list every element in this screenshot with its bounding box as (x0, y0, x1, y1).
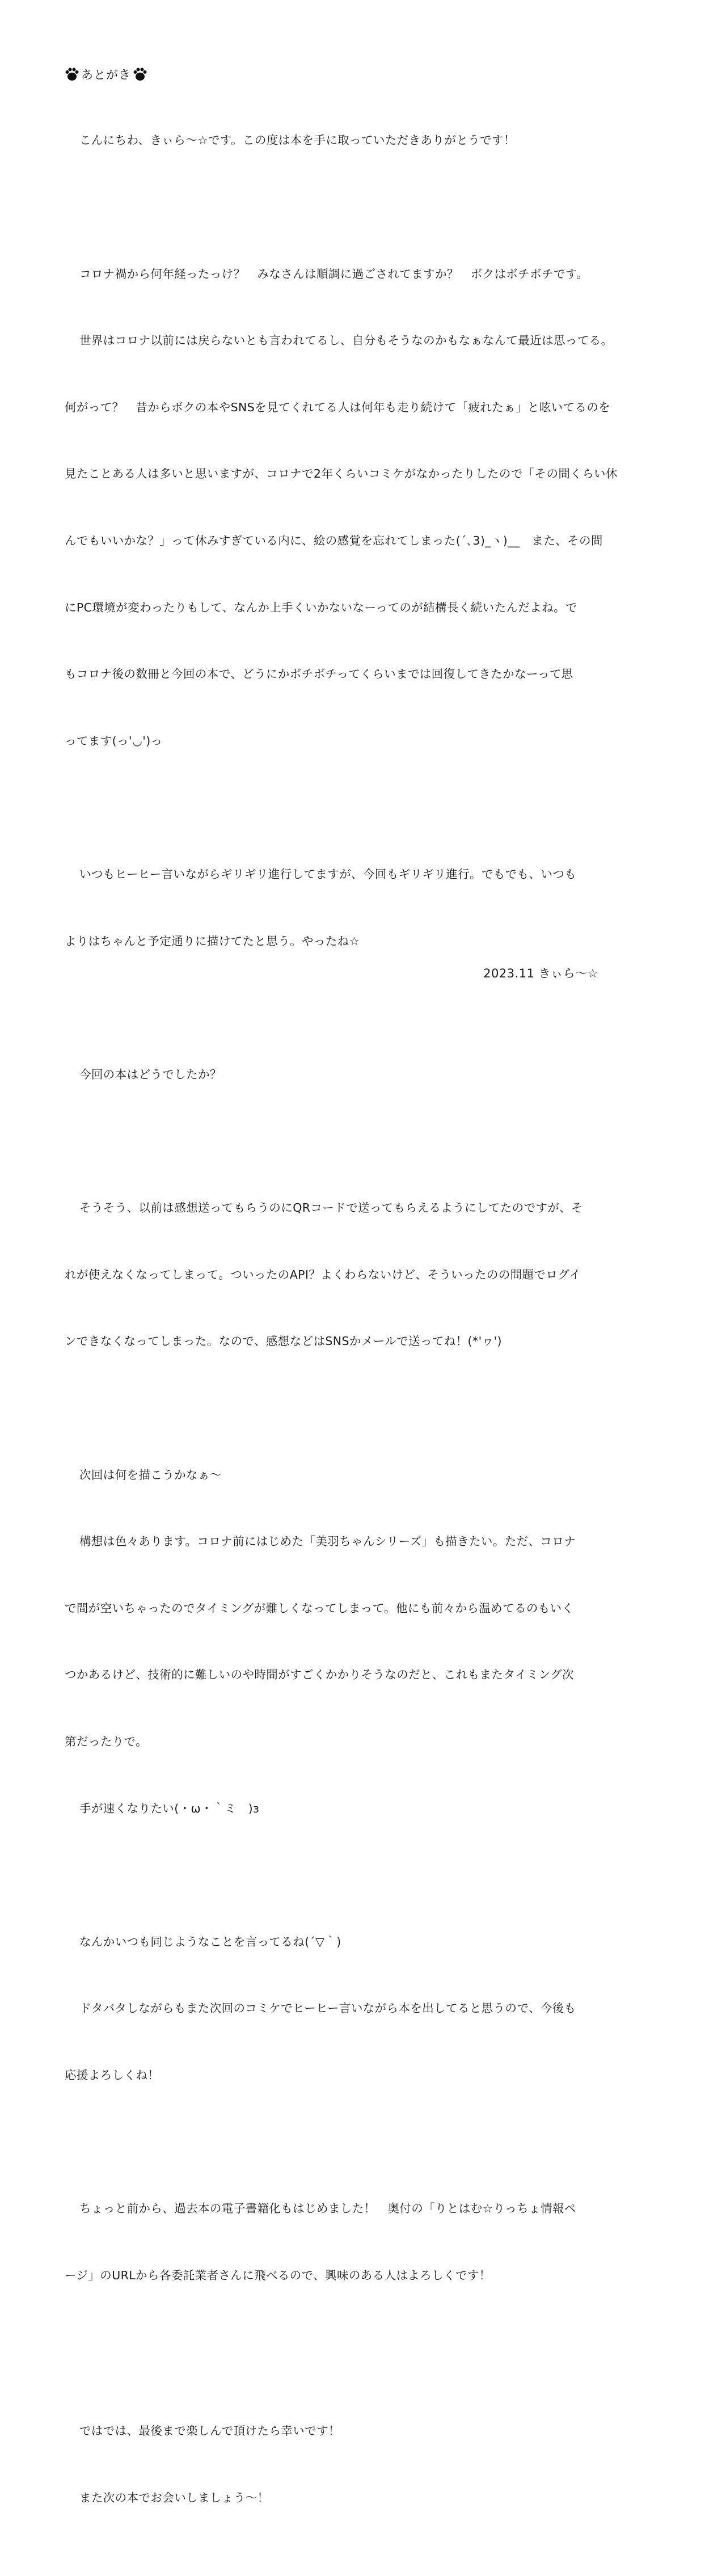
paw-print-icon (65, 67, 79, 82)
text-line: 応援よろしくね！ (65, 2068, 160, 2082)
text-line: 手が速くなりたい(・ω・｀ミ )з (79, 1801, 260, 1815)
text-line: ージ」のURLから各委託業者さんに飛べるので、興味のある人はよろしくです！ (65, 2268, 491, 2282)
text-line: もコロナ後の数冊と今回の本で、どうにかボチボチってくらいまでは回復してきたかなーって思 (65, 667, 573, 681)
text-line: 今回の本はどうでしたか？ (79, 1067, 222, 1081)
text-line: 見たことある人は多いと思いますが、コロナで2年くらいコミケがなかったりしたので「その間くらい休 (65, 467, 618, 481)
afterword-body (65, 85, 643, 2576)
text-line: 構想は色々あります。コロナ前にはじめた「美羽ちゃんシリーズ」も描きたい。ただ、コロナ (79, 1534, 576, 1549)
text-line: なんかいつも同じようなことを言ってるね(´▽｀) (79, 1934, 341, 1949)
paragraph-ebook (65, 2153, 643, 2332)
paragraph-question (65, 1019, 643, 1130)
text-line: ドタバタしながらもまた次回のコミケでヒーヒー言いながら本を出してると思うので、今後も (79, 2001, 576, 2016)
text-line: 第だったりで。 (65, 1734, 147, 1748)
text-line: つかあるけど、技術的に難しいのや時間がすごくかかりそうなのだと、これもまたタイミング次 (65, 1668, 574, 1682)
text-line: また次の本でお会いしましょう〜！ (79, 2490, 269, 2505)
signature: 2023.11 きぃら〜☆ (483, 967, 598, 980)
text-line: よりはちゃんと予定通りに描けてたと思う。やったね☆ (65, 934, 360, 948)
text-line: 次回は何を描こうかなぁ〜 (79, 1468, 222, 1482)
paragraph-greeting (65, 85, 643, 196)
page-title: あとがき (81, 68, 131, 82)
text-line: そうそう、以前は感想送ってもらうのにQRコードで送ってもらえるようにしてたのですが、そ (79, 1201, 584, 1215)
text-line: 何がって？ 昔からボクの本やSNSを見てくれてる人は何年も走り続けて「疲れたぁ」と呟いてるのを (65, 400, 611, 414)
text-line: れが使えなくなってしまって。ついったのAPI？よくわらないけど、そういったのの問題でログイ (65, 1267, 581, 1281)
afterword-heading (65, 65, 147, 84)
paragraph-closing (65, 2376, 643, 2554)
text-line: にPC環境が変わったりもして、なんか上手くいかないなーってのが結構長く続いたんだよね。で (65, 600, 577, 614)
text-line: ンできなくなってしまった。なので、感想などはSNSかメールで送ってね！(*'ヮ') (65, 1334, 502, 1348)
text-line: で間が空いちゃったのでタイミングが難しくなってしまって。他にも前々から温めてるのもいく (65, 1601, 574, 1615)
text-line: ではでは、最後まで楽しんで頂けたら幸いです！ (79, 2424, 340, 2438)
paragraph-feedback (65, 1153, 643, 1397)
paragraph-corona (65, 218, 643, 796)
text-line: 世界はコロナ以前には戻らないとも言われてるし、自分もそうなのかもなぁなんて最近は思ってる。 (79, 334, 613, 348)
paragraph-same (65, 1886, 643, 2131)
text-line: こんにちわ、きぃら〜☆です。この度は本を手に取っていただきありがとうです！ (79, 133, 516, 147)
text-line: ちょっと前から、過去本の電子書籍化もはじめました！ 奥付の「りとはむ☆りっちょ情報ペ (79, 2202, 576, 2216)
text-line: いつもヒーヒー言いながらギリギリ進行してますが、今回もギリギリ進行。でもでも、いつも (79, 867, 577, 882)
text-line: コロナ禍から何年経ったっけ？ みなさんは順調に過ごされてますか？ ボクはボチボチです。 (79, 267, 589, 281)
paw-print-icon (133, 67, 147, 82)
text-line: ってます(っ'◡')っ (65, 733, 163, 748)
paragraph-next (65, 1419, 643, 1864)
text-line: んでもいいかな？」って休みすぎている内に、絵の感覚を忘れてしまった(´､3)_ヽ)__ また、その間 (65, 534, 603, 548)
